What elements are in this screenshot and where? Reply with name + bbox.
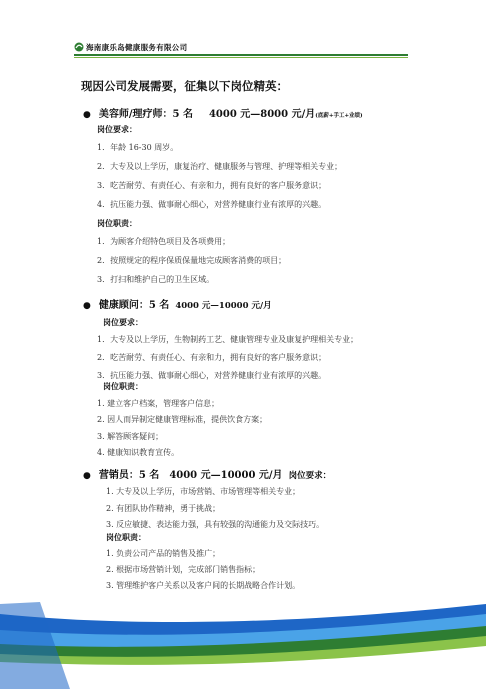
requirements-label: 岗位要求： [97, 124, 137, 134]
footer-wave-decoration [0, 596, 486, 689]
duties-label: 岗位职责： [97, 218, 137, 228]
header-rule-thin [74, 57, 408, 58]
requirement-item: 2．大专及以上学历，康复治疗、健康服务与管理、护理等相关专业； [97, 162, 343, 171]
page-header [74, 40, 408, 60]
position-salary: 4000 元—8000 元/月 [208, 109, 316, 120]
page-heading: 现因公司发展需要，征集以下岗位精英： [81, 79, 288, 93]
bullet-icon: ● [83, 301, 91, 311]
duty-item: 2．按照规定的程序保质保量地完成顾客消费的项目； [97, 256, 287, 265]
company-name: 海南康乐岛健康服务有限公司 [86, 43, 188, 52]
requirement-item: 3．吃苦耐劳、有责任心、有亲和力，拥有良好的客户服务意识； [97, 181, 327, 190]
requirement-item: 1．大专及以上学历，生物制药工艺、健康管理专业及康复护理相关专业； [97, 335, 359, 344]
position-title-sales [83, 463, 331, 482]
duty-item: 2. 根据市场营销计划，完成部门销售指标； [106, 565, 261, 574]
position-salary: 4000 元—10000 元/月 [175, 301, 272, 311]
bullet-icon: ● [83, 110, 91, 120]
duties-label: 岗位职责： [106, 532, 146, 542]
requirements-label: 岗位要求： [103, 317, 143, 327]
bullet-icon: ● [83, 471, 91, 481]
header-rule [74, 54, 408, 56]
position-name: 健康顾问：5 名 [98, 300, 170, 311]
duty-item: 3. 解答顾客疑问； [97, 432, 164, 441]
position-name: 营销员：5 名 [98, 470, 160, 481]
position-title-health-consultant [83, 293, 272, 312]
requirement-item: 3．抗压能力强、做事耐心细心，对营养健康行业有浓厚的兴趣。 [97, 371, 327, 380]
requirement-item: 2. 有团队协作精神，勇于挑战； [106, 504, 221, 513]
duty-item: 2. 因人而异制定健康管理标准，提供饮食方案； [97, 415, 268, 424]
position-title-beautician [83, 102, 363, 121]
duties-label: 岗位职责： [103, 381, 143, 391]
duty-item: 1．为顾客介绍特色项目及各项费用； [97, 237, 231, 246]
requirements-label: 岗位要求： [288, 471, 332, 481]
duty-item: 3．打扫和维护自己的卫生区域。 [97, 275, 215, 284]
position-name: 美容师/理疗师：5 名 [98, 109, 193, 120]
requirement-item: 4．抗压能力强、做事耐心细心，对营养健康行业有浓厚的兴趣。 [97, 200, 327, 209]
salary-note: (底薪+手工+业绩) [315, 113, 363, 119]
duty-item: 1. 负责公司产品的销售及推广； [106, 549, 221, 558]
requirement-item: 1. 大专及以上学历，市场营销、市场管理等相关专业； [106, 487, 301, 496]
requirement-item: 3. 反应敏捷、表达能力强，具有较强的沟通能力及交际技巧。 [106, 520, 325, 529]
duty-item: 4. 健康知识教育宣传。 [97, 448, 180, 457]
duty-item: 1. 建立客户档案，管理客户信息； [97, 399, 220, 408]
requirement-item: 1．年龄 16-30 周岁。 [97, 143, 179, 152]
position-salary: 4000 元—10000 元/月 [169, 470, 283, 481]
requirement-item: 2．吃苦耐劳、有责任心、有亲和力，拥有良好的客户服务意识； [97, 353, 327, 362]
duty-item: 3. 管理维护客户关系以及客户间的长期战略合作计划。 [106, 581, 301, 590]
company-logo-icon [74, 42, 84, 52]
